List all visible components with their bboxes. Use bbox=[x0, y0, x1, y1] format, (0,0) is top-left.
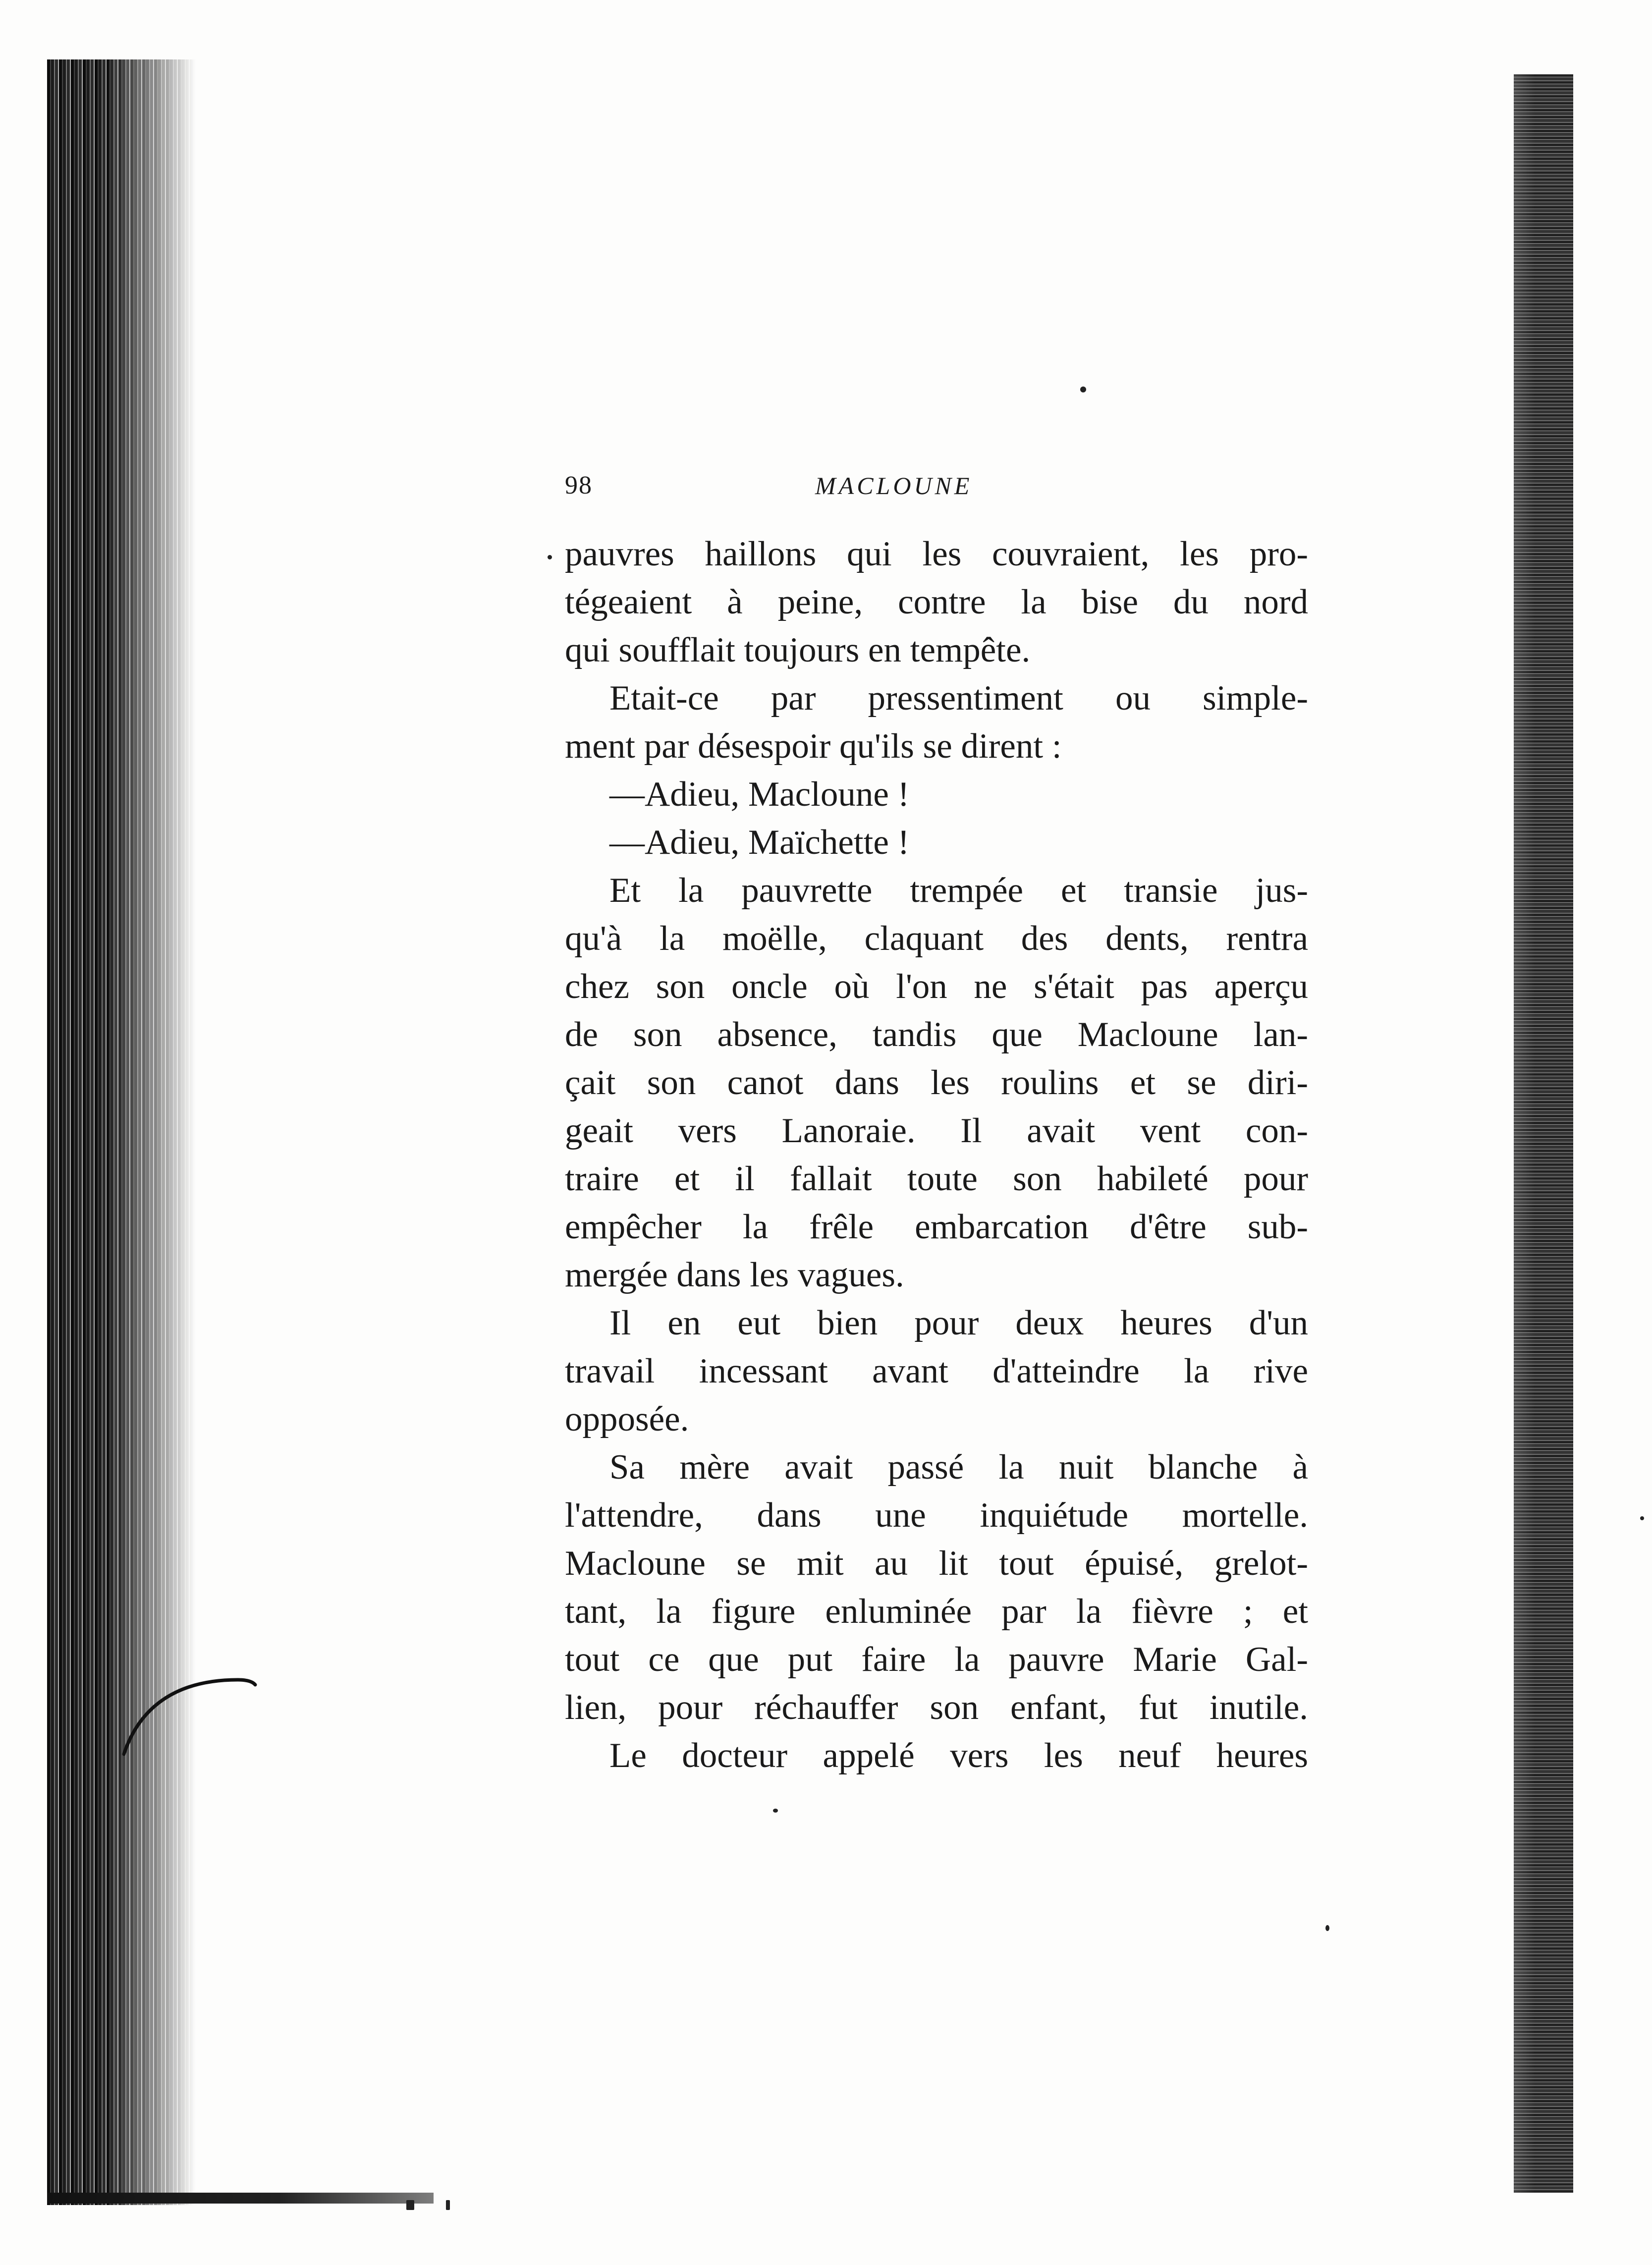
text-line: mergée dans les vagues. bbox=[565, 1256, 904, 1294]
text-line: opposée. bbox=[565, 1400, 689, 1438]
text-line: Sa mère avait passé la nuit blanche à bbox=[609, 1448, 1308, 1487]
body-text bbox=[565, 530, 1308, 1780]
scan-speck bbox=[1640, 1516, 1644, 1520]
text-line: çait son canot dans les roulins et se diri- bbox=[565, 1063, 1308, 1102]
text-line: Et la pauvrette trempée et transie jus- bbox=[609, 871, 1308, 910]
scan-speck bbox=[773, 1809, 778, 1813]
text-line: Etait-ce par pressentiment ou simple- bbox=[609, 679, 1308, 718]
text-line: travail incessant avant d'atteindre la rive bbox=[565, 1352, 1308, 1390]
book-edge-bottom bbox=[47, 2193, 434, 2204]
text-line: chez son oncle où l'on ne s'était pas aperçu bbox=[565, 967, 1308, 1006]
page-header bbox=[565, 466, 1308, 505]
pencil-stroke-mark bbox=[119, 1650, 268, 1759]
text-line: Macloune se mit au lit tout épuisé, grelot- bbox=[565, 1544, 1308, 1583]
page-number: 98 bbox=[565, 471, 593, 499]
text-line: geait vers Lanoraie. Il avait vent con- bbox=[565, 1111, 1308, 1150]
text-line: lien, pour réchauffer son enfant, fut inutile. bbox=[565, 1688, 1308, 1727]
text-line: empêcher la frêle embarcation d'être sub- bbox=[565, 1208, 1308, 1246]
text-line: tout ce que put faire la pauvre Marie Gal- bbox=[565, 1640, 1308, 1679]
scan-speck bbox=[406, 2200, 414, 2210]
book-edge-right bbox=[1514, 74, 1573, 2193]
scan-speck bbox=[446, 2200, 450, 2210]
text-line: ment par désespoir qu'ils se dirent : bbox=[565, 727, 1062, 766]
text-line: tant, la figure enluminée par la fièvre ; et bbox=[565, 1592, 1308, 1631]
scan-speck bbox=[1080, 387, 1086, 392]
text-line: qu'à la moëlle, claquant des dents, rentra bbox=[565, 919, 1308, 958]
text-line: pauvres haillons qui les couvraient, les pro- bbox=[565, 535, 1308, 573]
text-line: de son absence, tandis que Macloune lan- bbox=[565, 1015, 1308, 1054]
text-line: l'attendre, dans une inquiétude mortelle. bbox=[565, 1496, 1308, 1535]
scan-speck bbox=[1325, 1925, 1329, 1931]
text-line: Il en eut bien pour deux heures d'un bbox=[609, 1304, 1308, 1342]
text-line: tégeaient à peine, contre la bise du nord bbox=[565, 583, 1308, 621]
text-line: traire et il fallait toute son habileté pour bbox=[565, 1160, 1308, 1198]
text-line: qui soufflait toujours en tempête. bbox=[565, 631, 1031, 669]
text-line: —Adieu, Macloune ! bbox=[609, 775, 910, 814]
text-line: —Adieu, Maïchette ! bbox=[609, 823, 910, 862]
running-title: MACLOUNE bbox=[815, 472, 973, 499]
book-gutter-left bbox=[47, 59, 196, 2205]
text-line: Le docteur appelé vers les neuf heures bbox=[609, 1736, 1308, 1775]
scan-speck bbox=[548, 555, 552, 559]
